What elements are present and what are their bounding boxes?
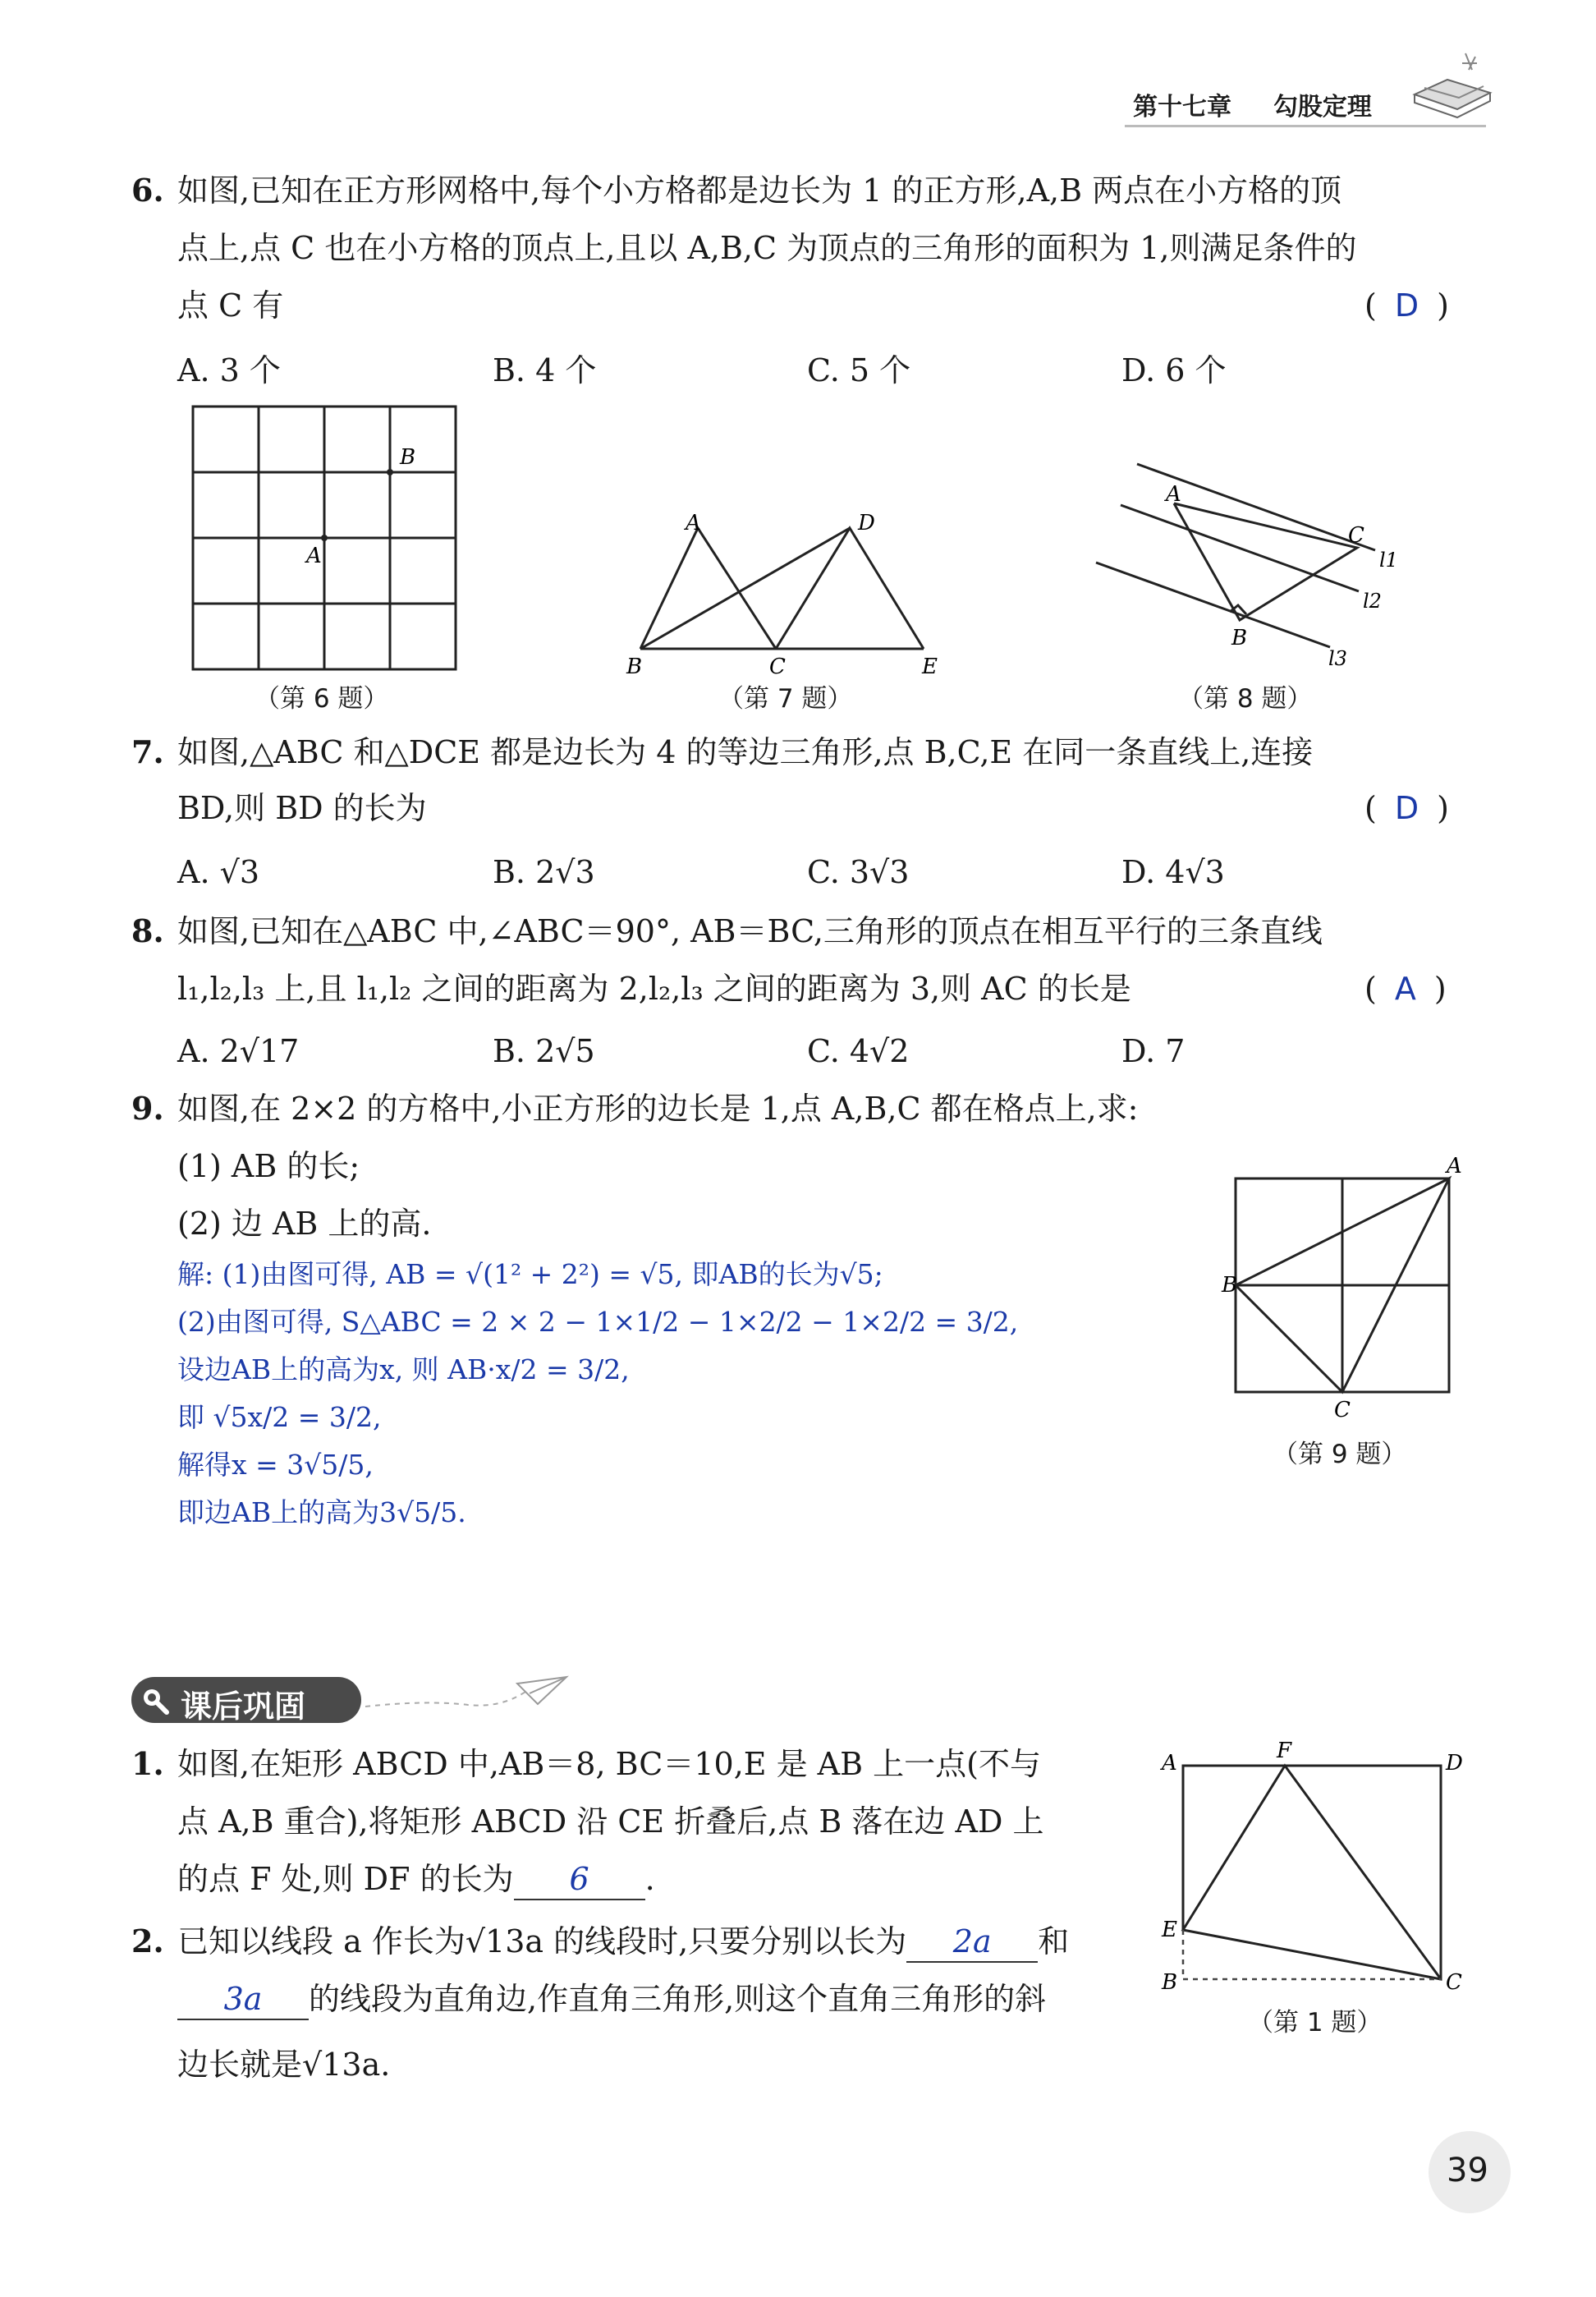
q9-sub2: (2) 边 AB 上的高.	[177, 1206, 432, 1242]
header-rule	[1125, 125, 1486, 127]
q9-line1: 如图,在 2×2 的方格中,小正方形的边长是 1,点 A,B,C 都在格点上,求:	[177, 1091, 1139, 1127]
q8-option-c: C. 4√2	[807, 1033, 910, 1069]
q9-solution-5: 解得x = 3√5/5,	[177, 1449, 374, 1481]
q8-answer-value: A	[1394, 971, 1416, 1007]
fig7-label-e: E	[922, 655, 938, 679]
fig6-grid	[185, 398, 464, 678]
fig9-grid	[1223, 1150, 1470, 1421]
fig1-rectangle	[1153, 1733, 1474, 2020]
fig1-label-d: D	[1446, 1751, 1463, 1776]
h2-line1-end: 和	[1038, 1923, 1070, 1959]
q8-option-d: D. 7	[1121, 1033, 1186, 1069]
fig1-label-c: C	[1446, 1970, 1462, 1995]
fig7-label-d: D	[858, 511, 875, 535]
chapter-header	[1133, 86, 1372, 122]
fig1-caption: （第 1 题）	[1248, 2008, 1383, 2037]
h2-number: 2.	[131, 1923, 164, 1959]
search-icon	[140, 1685, 171, 1716]
q9-sub1: (1) AB 的长;	[177, 1148, 360, 1184]
paper-plane-icon	[361, 1667, 575, 1725]
q8-number: 8.	[131, 912, 164, 949]
page-number: 39	[1447, 2152, 1488, 2189]
h2-line2	[177, 1979, 1046, 2020]
fig8-label-l1: l1	[1379, 549, 1398, 572]
fig6-label-a: A	[306, 544, 322, 568]
h1-line3-text: 的点 F 处,则 DF 的长为	[177, 1861, 514, 1897]
fig1-label-b: B	[1162, 1970, 1178, 1995]
fig7-caption: （第 7 题）	[718, 684, 853, 714]
fig6-caption: （第 6 题）	[255, 684, 389, 714]
fig8-label-c: C	[1348, 523, 1364, 548]
q6-line3: 点 C 有	[177, 287, 284, 324]
h2-line2-text: 的线段为直角边,作直角三角形,则这个直角三角形的斜	[309, 1981, 1047, 2017]
fig9-label-c: C	[1334, 1398, 1351, 1422]
section-header	[131, 1677, 361, 1723]
q8-option-a: A. 2√17	[177, 1033, 300, 1069]
fig1-label-a: A	[1162, 1751, 1177, 1776]
h2-line3: 边长就是√13a.	[177, 2047, 391, 2083]
chapter-number: 第十七章	[1133, 93, 1231, 122]
section-title: 课后巩固	[181, 1688, 306, 1725]
q6-option-a: A. 3 个	[177, 352, 281, 388]
q6-line2: 点上,点 C 也在小方格的顶点上,且以 A,B,C 为顶点的三角形的面积为 1,则满足条件的	[177, 230, 1357, 266]
fig1-label-e: E	[1162, 1918, 1177, 1942]
fig8-label-l3: l3	[1328, 647, 1347, 670]
fig6-label-b: B	[400, 445, 416, 470]
q9-number: 9.	[131, 1090, 164, 1127]
fig8-parallel-lines	[1084, 456, 1420, 682]
q6-line1: 如图,已知在正方形网格中,每个小方格都是边长为 1 的正方形,A,B 两点在小方格的顶	[177, 172, 1342, 209]
books-icon	[1408, 45, 1498, 123]
q7-answer: ( D )	[1364, 790, 1449, 826]
h2-line1-text: 已知以线段 a 作长为√13a 的线段时,只要分别以长为	[177, 1923, 907, 1959]
q8-line1: 如图,已知在△ABC 中,∠ABC＝90°, AB＝BC,三角形的顶点在相互平行的三条直线	[177, 913, 1323, 949]
q6-answer-value: D	[1394, 287, 1419, 324]
h1-number: 1.	[131, 1745, 164, 1782]
q9-solution-2: (2)由图可得, S△ABC = 2 × 2 − 1×1/2 − 1×2/2 − 1×2/2 = 3/2,	[177, 1306, 1019, 1338]
q7-answer-value: D	[1394, 790, 1419, 826]
q8-option-b: B. 2√5	[493, 1033, 595, 1069]
q8-answer: ( A )	[1364, 971, 1447, 1007]
q7-line2: BD,则 BD 的长为	[177, 790, 427, 826]
fig6-point-a	[321, 535, 328, 541]
h1-line3	[177, 1859, 655, 1900]
fig8-label-l2: l2	[1363, 590, 1382, 613]
q6-answer: ( D )	[1364, 287, 1449, 324]
q7-option-d: D. 4√3	[1121, 854, 1225, 890]
h1-line3-end: .	[644, 1861, 655, 1897]
q7-option-c: C. 3√3	[807, 854, 910, 890]
fig6-point-b	[387, 469, 393, 475]
fig7-triangles	[620, 505, 948, 682]
q9-solution-4: 即 √5x/2 = 3/2,	[177, 1401, 382, 1433]
fig7-label-b: B	[626, 655, 643, 679]
q7-option-b: B. 2√3	[493, 854, 595, 890]
q9-solution-6: 即边AB上的高为3√5/5.	[177, 1496, 466, 1528]
q6-option-b: B. 4 个	[493, 352, 597, 388]
q9-solution-3: 设边AB上的高为x, 则 AB·x/2 = 3/2,	[177, 1353, 630, 1385]
fig7-label-c: C	[769, 655, 786, 679]
h2-line1	[177, 1922, 1069, 1963]
fig8-label-b: B	[1231, 626, 1248, 650]
h1-line1: 如图,在矩形 ABCD 中,AB＝8, BC＝10,E 是 AB 上一点(不与	[177, 1746, 1041, 1782]
fig1-label-f: F	[1277, 1739, 1292, 1763]
chapter-title: 勾股定理	[1273, 93, 1372, 122]
q7-number: 7.	[131, 733, 164, 770]
fig9-label-a: A	[1447, 1154, 1462, 1178]
h1-answer-blank: 6	[514, 1859, 645, 1900]
q8-line2: l₁,l₂,l₃ 上,且 l₁,l₂ 之间的距离为 2,l₂,l₃ 之间的距离为 3,则 AC 的长是	[177, 971, 1131, 1007]
fig8-label-a: A	[1166, 482, 1181, 507]
q7-line1: 如图,△ABC 和△DCE 都是边长为 4 的等边三角形,点 B,C,E 在同一条直线上,连接	[177, 734, 1314, 770]
fig7-label-a: A	[686, 511, 701, 535]
fig9-label-b: B	[1222, 1273, 1238, 1298]
q9-solution-1: 解: (1)由图可得, AB = √(1² + 2²) = √5, 即AB的长为√5;	[177, 1258, 883, 1290]
q7-option-a: A. √3	[177, 854, 259, 890]
h2-answer-blank-2: 3a	[177, 1979, 309, 2020]
q6-option-c: C. 5 个	[807, 352, 911, 388]
fig9-caption: （第 9 题）	[1273, 1440, 1407, 1469]
q6-option-d: D. 6 个	[1121, 352, 1227, 388]
h2-answer-blank-1: 2a	[906, 1922, 1038, 1963]
q6-number: 6.	[131, 172, 164, 209]
h1-line2: 点 A,B 重合),将矩形 ABCD 沿 CE 折叠后,点 B 落在边 AD 上	[177, 1803, 1044, 1840]
fig8-caption: （第 8 题）	[1178, 684, 1313, 714]
